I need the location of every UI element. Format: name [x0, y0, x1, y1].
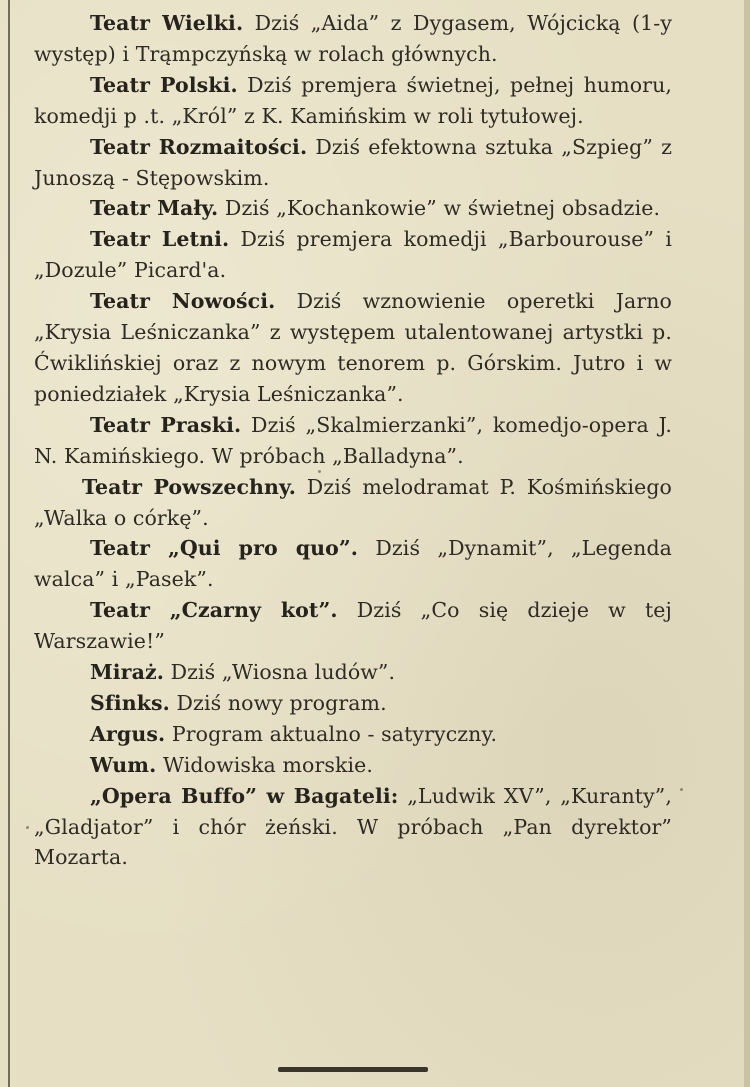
theatre-name: Teatr Rozmaitości.: [90, 134, 308, 159]
theatre-name: Teatr „Czarny kot”.: [90, 598, 338, 623]
listing-text: Dziś melodramat P. Kośmińskiego „Walka o córkę”.: [34, 474, 672, 530]
listing-text: „Ludwik XV”, „Kuranty”, „Gladjator” i chór żeński. W próbach „Pan dyrektor” Mozarta.: [34, 783, 672, 870]
listing-text: Dziś „Dynamit”, „Legenda walca” i „Pasek”.: [34, 536, 672, 592]
listing-text: Dziś „Kochankowie” w świetnej obsadzie.: [218, 196, 661, 221]
theatre-name: Teatr Wielki.: [90, 11, 244, 35]
column-rule-left: [8, 0, 10, 1087]
ink-speck: [26, 826, 29, 829]
listing-entry: [34, 286, 672, 410]
listing-entry: [34, 688, 672, 719]
listing-entry: [34, 657, 672, 688]
theatre-name: Teatr Nowości.: [90, 289, 276, 314]
listing-text: Dziś „Co się dzieje w tej Warszawie!”: [34, 598, 672, 654]
theatre-name: Wum.: [90, 752, 157, 777]
theatre-name: Teatr Praski.: [90, 412, 242, 437]
listing-entry: [34, 781, 672, 874]
listing-text: Dziś wznowienie operetki Jarno „Krysia Leśniczanka” z występem utalentowanej artystki p. Ćwiklińskiej oraz z nowym tenorem p. Górskim. Jutro i w poniedziałek „Krysia Leśniczanka”.: [34, 289, 673, 406]
theatre-name: Argus.: [90, 721, 166, 746]
listing-entry: [34, 224, 672, 286]
section-divider-rule: [278, 1067, 428, 1072]
listing-text: Dziś premjera świetnej, pełnej humoru, komedji p .t. „Król” z K. Kamińskim w roli tytułowej.: [34, 72, 673, 128]
listing-entry: [34, 472, 672, 534]
listing-entry: [34, 8, 672, 70]
listing-text: Program aktualno - satyryczny.: [165, 721, 498, 746]
theatre-name: Teatr Powszechny.: [82, 474, 296, 499]
listing-text: Widowiska morskie.: [156, 752, 373, 777]
listing-entry: [34, 132, 672, 194]
listing-entry: [34, 719, 672, 750]
theatre-name: „Opera Buffo” w Bagateli:: [90, 783, 399, 808]
listing-text: Dziś nowy program.: [169, 690, 387, 715]
listing-entry: [34, 410, 672, 472]
listing-entry: [34, 750, 672, 781]
theatre-name: Teatr Letni.: [90, 227, 230, 252]
theatre-name: Teatr „Qui pro quo”.: [90, 536, 359, 561]
theatre-name: Teatr Polski.: [90, 72, 238, 97]
listing-entry: [34, 595, 672, 657]
ink-speck: [680, 788, 683, 791]
listing-text: Dziś „Skalmierzanki”, komedjo-opera J. N. Kamińskiego. W próbach „Balladyna”.: [34, 412, 672, 468]
listing-text: Dziś efektowna sztuka „Szpieg” z Junoszą - Stępowskim.: [34, 134, 673, 190]
listing-text: Dziś premjera komedji „Barbourouse” i „Dozule” Picard'a.: [34, 227, 672, 283]
listing-entry: [34, 533, 672, 595]
theatre-name: Teatr Mały.: [90, 196, 219, 221]
theatre-name: Miraż.: [90, 660, 164, 685]
theatre-name: Sfinks.: [90, 690, 170, 715]
listing-text: Dziś „Wiosna ludów”.: [163, 660, 396, 685]
page-edge-right: [744, 0, 750, 1087]
listing-text: Dziś „Aida” z Dygasem, Wójcicką (1-y występ) i Trąmpczyńską w rolach głównych.: [34, 11, 672, 66]
ink-speck: [318, 470, 321, 473]
listing-entry: [34, 70, 672, 132]
theatre-listings-column: [34, 8, 672, 873]
listing-entry: [34, 193, 672, 224]
